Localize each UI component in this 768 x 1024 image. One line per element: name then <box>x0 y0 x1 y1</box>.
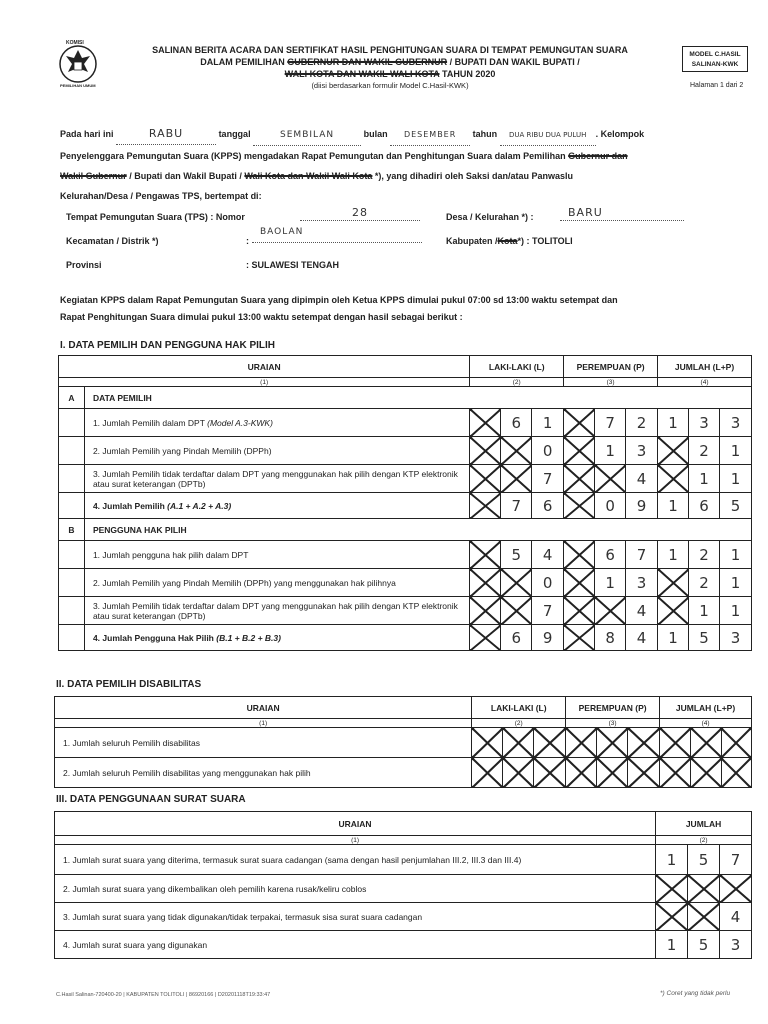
section1.rowsA.2.digits-digit: 7 <box>532 465 564 493</box>
col-header-perempuan: PEREMPUAN (P) <box>564 356 658 378</box>
section2.rows.0.digits-cell-crossed <box>597 728 628 758</box>
section1.rowsB.3.digits-cell-crossed <box>564 625 595 651</box>
table-row <box>59 465 752 493</box>
section3.rows.3.digits-digit: 5 <box>688 931 720 959</box>
section1.rowsA.3.digits-digit: 5 <box>719 493 751 519</box>
col-header-jumlah: JUMLAH (L+P) <box>658 356 752 378</box>
section1.rowsA.3.digits-digit: 1 <box>658 493 689 519</box>
section1.rowsB.1.digits-digit: 2 <box>689 569 720 597</box>
section2-title: II. DATA PEMILIH DISABILITAS <box>56 679 202 690</box>
s2-header-laki: LAKI-LAKI (L) <box>472 697 566 719</box>
row-label: 1. Jumlah pengguna hak pilih dalam DPT <box>84 541 469 569</box>
section1.rowsB.3.digits-digit: 6 <box>501 625 532 651</box>
row-label: 4. Jumlah Pengguna Hak Pilih (B.1 + B.2 + B.3) <box>84 625 469 651</box>
row-label: 4. Jumlah surat suara yang digunakan <box>55 931 656 959</box>
row-label: 3. Jumlah Pemilih tidak terdaftar dalam DPT yang menggunakan hak pilih dengan KTP elektronik atau surat keterangan (DPTb) <box>84 597 469 625</box>
section1.rowsB.3.digits-digit: 3 <box>719 625 751 651</box>
table-row <box>55 875 752 903</box>
section1.rowsB.2.digits-digit: 1 <box>689 597 720 625</box>
section2.rows.1.digits-cell-crossed <box>534 758 566 788</box>
section1.rowsA.1.digits-digit: 3 <box>626 437 658 465</box>
provinsi-label: Provinsi <box>66 260 102 270</box>
section2.rows.0.digits-cell-crossed <box>628 728 660 758</box>
section2.rows.0.digits-cell-crossed <box>691 728 722 758</box>
row-label: 2. Jumlah Pemilih yang Pindah Memilih (DPPh) yang menggunakan hak pilihnya <box>84 569 469 597</box>
intro-paragraph: Pada hari ini RABU tanggal SEMBILAN bulan DESEMBER tahun DUA RIBU DUA PULUH . Kelompok Penyelenggara Pemungutan Suara (KPPS) mengadakan Rapat Pemungutan dan Penghitungan Suara dalam Pemilihan Gubernur dan Wakil Gubernur / Bupati dan Wakil Bupati / Wali Kota dan Wakil Wali Kota *), yang dihadiri oleh Saksi dan/atau Panwaslu Kelurahan/Desa / Pengawas TPS, bertempat di: <box>60 124 754 206</box>
kecamatan-colon: : <box>246 236 249 246</box>
section2.rows.1.digits-cell-crossed <box>503 758 534 788</box>
section3.rows.1.digits-cell-crossed <box>720 875 752 903</box>
s2-header-perempuan: PEREMPUAN (P) <box>566 697 660 719</box>
section1.rowsB.1.digits-cell-crossed <box>564 569 595 597</box>
section1.rowsA.3.digits-digit: 6 <box>689 493 720 519</box>
year-value: DUA RIBU DUA PULUH <box>508 131 587 139</box>
section1.rowsB.3.digits-cell-crossed <box>470 625 501 651</box>
section3.rows.3.digits-digit: 3 <box>720 931 752 959</box>
section1.rowsB.0.digits-digit: 6 <box>595 541 626 569</box>
table-row <box>59 409 752 437</box>
table-row <box>59 437 752 465</box>
title-line-3: WALI KOTA DAN WAKIL WALI KOTA TAHUN 2020 <box>284 69 496 79</box>
table-row <box>55 903 752 931</box>
section1.rowsA.3.digits-cell-crossed <box>564 493 595 519</box>
section1.rowsB.0.digits-digit: 1 <box>658 541 689 569</box>
model-box: MODEL C.HASIL SALINAN-KWK <box>682 46 748 72</box>
section1.rowsA.1.digits-digit: 2 <box>689 437 720 465</box>
provinsi-value: : SULAWESI TENGAH <box>246 260 340 270</box>
section1.rowsA.3.digits-digit: 7 <box>501 493 532 519</box>
section1.rowsA.2.digits-cell-crossed <box>658 465 689 493</box>
section3.rows.2.digits-cell-crossed <box>656 903 688 931</box>
table-row <box>59 597 752 625</box>
section1.rowsB.1.digits-digit: 3 <box>626 569 658 597</box>
section3.rows.2.digits-digit: 4 <box>720 903 752 931</box>
section1.rowsB.3.digits-digit: 8 <box>595 625 626 651</box>
section3-table: URAIAN JUMLAH (1) (2) 1. Jumlah surat suara yang diterima, termasuk surat suara cadangan (sama dengan hasil penjumlahan III.2, III.3 dan III.4) 1 5 7 2. Jumlah surat suara yang dikembalikan oleh pemilih karena rusak/keliru coblos 3. Jumlah surat suara yang tidak digunakan/tidak terpakai, termasuk sisa surat suara cadangan 4 4. Jumlah surat suara yang digunakan 1 5 3 <box>54 811 752 959</box>
section2.rows.0.digits-cell-crossed <box>660 728 691 758</box>
date-value: SEMBILAN <box>280 130 335 140</box>
section1.rowsA.2.digits-cell-crossed <box>501 465 532 493</box>
section1.rowsA.0.digits-digit: 2 <box>626 409 658 437</box>
group-a-code: A <box>59 387 85 409</box>
kpu-logo <box>58 40 98 90</box>
logo-text-bottom: PEMILIHAN UMUM <box>60 83 96 88</box>
logo-text-top: KOMISI <box>66 40 84 46</box>
section1.rowsA.1.digits-digit: 1 <box>595 437 626 465</box>
month-value: DESEMBER <box>403 130 457 139</box>
table-row <box>59 625 752 651</box>
section1.rowsA.2.digits-cell-crossed <box>595 465 626 493</box>
section1.rowsB.1.digits-cell-crossed <box>470 569 501 597</box>
section1.rowsB.2.digits-cell-crossed <box>595 597 626 625</box>
table-row <box>59 541 752 569</box>
section1.rowsB.0.digits-digit: 7 <box>626 541 658 569</box>
section2.rows.0.digits-cell-crossed <box>721 728 751 758</box>
s3-header-jumlah: JUMLAH <box>656 812 752 836</box>
section1.rowsB.0.digits-cell-crossed <box>564 541 595 569</box>
section1.rowsB.2.digits-digit: 4 <box>626 597 658 625</box>
section1.rowsA.3.digits-digit: 0 <box>595 493 626 519</box>
section3-title: III. DATA PENGGUNAAN SURAT SUARA <box>56 794 246 805</box>
section1.rowsB.2.digits-digit: 7 <box>532 597 564 625</box>
section1.rowsB.3.digits-digit: 4 <box>626 625 658 651</box>
table-row <box>55 931 752 959</box>
section1.rowsA.0.digits-digit: 3 <box>719 409 751 437</box>
section1.rowsB.2.digits-cell-crossed <box>501 597 532 625</box>
row-label: 2. Jumlah Pemilih yang Pindah Memilih (DPPh) <box>84 437 469 465</box>
section3.rows.0.digits-digit: 1 <box>656 845 688 875</box>
section2.rows.1.digits-cell-crossed <box>597 758 628 788</box>
section1.rowsB.0.digits-digit: 5 <box>501 541 532 569</box>
section2.rows.1.digits-cell-crossed <box>566 758 597 788</box>
row-label: 1. Jumlah Pemilih dalam DPT (Model A.3-KWK) <box>84 409 469 437</box>
section1.rowsA.3.digits-digit: 6 <box>532 493 564 519</box>
section1.rowsA.2.digits-cell-crossed <box>564 465 595 493</box>
s3-header-uraian: URAIAN <box>55 812 656 836</box>
section2.rows.0.digits-cell-crossed <box>472 728 503 758</box>
section2.rows.1.digits-cell-crossed <box>660 758 691 788</box>
section1.rowsA.1.digits-cell-crossed <box>658 437 689 465</box>
section1.rowsA.2.digits-cell-crossed <box>470 465 501 493</box>
section1.rowsB.0.digits-digit: 4 <box>532 541 564 569</box>
section1.rowsA.0.digits-digit: 7 <box>595 409 626 437</box>
section1.rowsB.3.digits-digit: 5 <box>689 625 720 651</box>
section1.rowsB.2.digits-digit: 1 <box>719 597 751 625</box>
section2.rows.0.digits-cell-crossed <box>566 728 597 758</box>
page-number: Halaman 1 dari 2 <box>690 82 744 89</box>
section1-table: URAIAN LAKI-LAKI (L) PEREMPUAN (P) JUMLAH (L+P) (1) (2) (3) (4) A DATA PEMILIH 1. Jumlah Pemilih dalam DPT (Model A.3-KWK) 6 1 7 2 1 3 3 2. Jumlah Pemilih yang Pindah Memilih (DPPh) 0 1 3 2 1 3. Jumlah Pemilih tidak terdaftar dalam DPT yang menggunakan hak pilih dengan KTP elektronik atau surat keterangan (DPTb) 7 4 1 1 4. Jumlah Pemilih (A.1 + A.2 + A.3) 7 6 0 9 1 6 5 B PENGGUNA HAK PILIH 1. Jumlah pengguna hak pilih dalam DPT 5 4 6 7 1 2 1 2. Jumlah Pemilih yang Pindah Memilih (DPPh) yang menggunakan hak pilihnya 0 1 3 2 1 3. Jumlah Pemilih tidak terdaftar dalam DPT yang menggunakan hak pilih dengan KTP elektronik atau surat keterangan (DPTb) 7 4 1 1 4. Jumlah Pengguna Hak Pilih (B.1 + B.2 + B.3) 6 9 8 4 1 5 3 <box>58 355 752 651</box>
section1.rowsA.2.digits-digit: 1 <box>719 465 751 493</box>
footer-note: *) Coret yang tidak perlu <box>660 990 731 997</box>
section1.rowsB.3.digits-digit: 1 <box>658 625 689 651</box>
document-title <box>110 44 670 92</box>
s2-header-uraian: URAIAN <box>55 697 472 719</box>
section1.rowsA.0.digits-digit: 3 <box>689 409 720 437</box>
section1.rowsA.2.digits-digit: 1 <box>689 465 720 493</box>
s2-header-jumlah: JUMLAH (L+P) <box>660 697 752 719</box>
section1.rowsA.3.digits-digit: 9 <box>626 493 658 519</box>
section1.rowsA.2.digits-digit: 4 <box>626 465 658 493</box>
section1.rowsB.0.digits-cell-crossed <box>470 541 501 569</box>
section1.rowsB.0.digits-digit: 1 <box>719 541 751 569</box>
section1.rowsA.0.digits-digit: 6 <box>501 409 532 437</box>
kabupaten-label: Kabupaten /Kota*) : TOLITOLI <box>446 236 573 246</box>
section1-title: I. DATA PEMILIH DAN PENGGUNA HAK PILIH <box>60 340 275 351</box>
row-label: 3. Jumlah Pemilih tidak terdaftar dalam DPT yang menggunakan hak pilih dengan KTP elektronik atau surat keterangan (DPTb) <box>84 465 469 493</box>
section3.rows.2.digits-cell-crossed <box>688 903 720 931</box>
table-row <box>55 845 752 875</box>
section2.rows.0.digits-cell-crossed <box>503 728 534 758</box>
table-row <box>55 728 752 758</box>
section1.rowsB.2.digits-cell-crossed <box>658 597 689 625</box>
group-b-code: B <box>59 519 85 541</box>
section1.rowsB.1.digits-cell-crossed <box>501 569 532 597</box>
group-b-title: PENGGUNA HAK PILIH <box>84 519 751 541</box>
kecamatan-label: Kecamatan / Distrik *) <box>66 236 159 246</box>
section1.rowsA.0.digits-digit: 1 <box>658 409 689 437</box>
group-a-title: DATA PEMILIH <box>84 387 751 409</box>
desa-label: Desa / Kelurahan *) : <box>446 212 534 222</box>
section3.rows.3.digits-digit: 1 <box>656 931 688 959</box>
row-label: 2. Jumlah surat suara yang dikembalikan oleh pemilih karena rusak/keliru coblos <box>55 875 656 903</box>
table-row <box>59 493 752 519</box>
section1.rowsB.1.digits-digit: 0 <box>532 569 564 597</box>
section1.rowsA.0.digits-cell-crossed <box>470 409 501 437</box>
section2.rows.1.digits-cell-crossed <box>691 758 722 788</box>
section2.rows.1.digits-cell-crossed <box>628 758 660 788</box>
section2-table: URAIAN LAKI-LAKI (L) PEREMPUAN (P) JUMLAH (L+P) (1) (2) (3) (4) 1. Jumlah seluruh Pemilih disabilitas 2. Jumlah seluruh Pemilih disabilitas yang menggunakan hak pilih <box>54 696 752 788</box>
section1.rowsA.1.digits-digit: 0 <box>532 437 564 465</box>
desa-field: BARU <box>560 206 684 221</box>
section1.rowsB.1.digits-cell-crossed <box>658 569 689 597</box>
col-header-laki: LAKI-LAKI (L) <box>470 356 564 378</box>
section1.rowsA.1.digits-cell-crossed <box>501 437 532 465</box>
tps-field: 28 <box>300 206 420 221</box>
section1.rowsA.1.digits-digit: 1 <box>719 437 751 465</box>
row-label: 1. Jumlah seluruh Pemilih disabilitas <box>55 728 472 758</box>
section1.rowsA.0.digits-cell-crossed <box>564 409 595 437</box>
section1.rowsB.1.digits-digit: 1 <box>595 569 626 597</box>
activity-text: Kegiatan KPPS dalam Rapat Pemungutan Suara yang dipimpin oleh Ketua KPPS dimulai pukul 07:00 sd 13:00 waktu setempat dan Rapat Penghitungan Suara dimulai pukul 13:00 waktu setempat dengan hasil sebagai berikut : <box>60 295 618 322</box>
footer-meta: C.Hasil Salinan-720400-20 | KABUPATEN TOLITOLI | 86920166 | D20201118T19:33:47 <box>56 992 271 998</box>
section2.rows.1.digits-cell-crossed <box>472 758 503 788</box>
section1.rowsB.2.digits-cell-crossed <box>470 597 501 625</box>
kecamatan-field: BAOLAN <box>252 226 422 243</box>
title-line-2: DALAM PEMILIHAN GUBERNUR DAN WAKIL GUBERNUR / BUPATI DAN WAKIL BUPATI / <box>200 57 580 67</box>
section2.rows.1.digits-cell-crossed <box>721 758 751 788</box>
tps-label: Tempat Pemungutan Suara (TPS) : Nomor <box>66 212 245 222</box>
section1.rowsB.2.digits-cell-crossed <box>564 597 595 625</box>
section1.rowsA.3.digits-cell-crossed <box>470 493 501 519</box>
table-row <box>59 569 752 597</box>
row-label: 1. Jumlah surat suara yang diterima, termasuk surat suara cadangan (sama dengan hasil penjumlahan III.2, III.3 dan III.4) <box>55 845 656 875</box>
title-line-1: SALINAN BERITA ACARA DAN SERTIFIKAT HASIL PENGHITUNGAN SUARA DI TEMPAT PEMUNGUTAN SUARA <box>152 45 628 55</box>
section1.rowsA.1.digits-cell-crossed <box>470 437 501 465</box>
section3.rows.1.digits-cell-crossed <box>688 875 720 903</box>
row-label: 4. Jumlah Pemilih (A.1 + A.2 + A.3) <box>84 493 469 519</box>
section1.rowsB.0.digits-digit: 2 <box>689 541 720 569</box>
col-header-uraian: URAIAN <box>59 356 470 378</box>
table-row <box>55 758 752 788</box>
section3.rows.1.digits-cell-crossed <box>656 875 688 903</box>
section1.rowsB.1.digits-digit: 1 <box>719 569 751 597</box>
section1.rowsB.3.digits-digit: 9 <box>532 625 564 651</box>
row-label: 3. Jumlah surat suara yang tidak digunakan/tidak terpakai, termasuk sisa surat suara cadangan <box>55 903 656 931</box>
section1.rowsA.0.digits-digit: 1 <box>532 409 564 437</box>
section3.rows.0.digits-digit: 5 <box>688 845 720 875</box>
day-value: RABU <box>148 127 184 140</box>
section1.rowsA.1.digits-cell-crossed <box>564 437 595 465</box>
section2.rows.0.digits-cell-crossed <box>534 728 566 758</box>
row-label: 2. Jumlah seluruh Pemilih disabilitas yang menggunakan hak pilih <box>55 758 472 788</box>
section3.rows.0.digits-digit: 7 <box>720 845 752 875</box>
title-line-4: (diisi berdasarkan formulir Model C.Hasil-KWK) <box>311 81 469 90</box>
